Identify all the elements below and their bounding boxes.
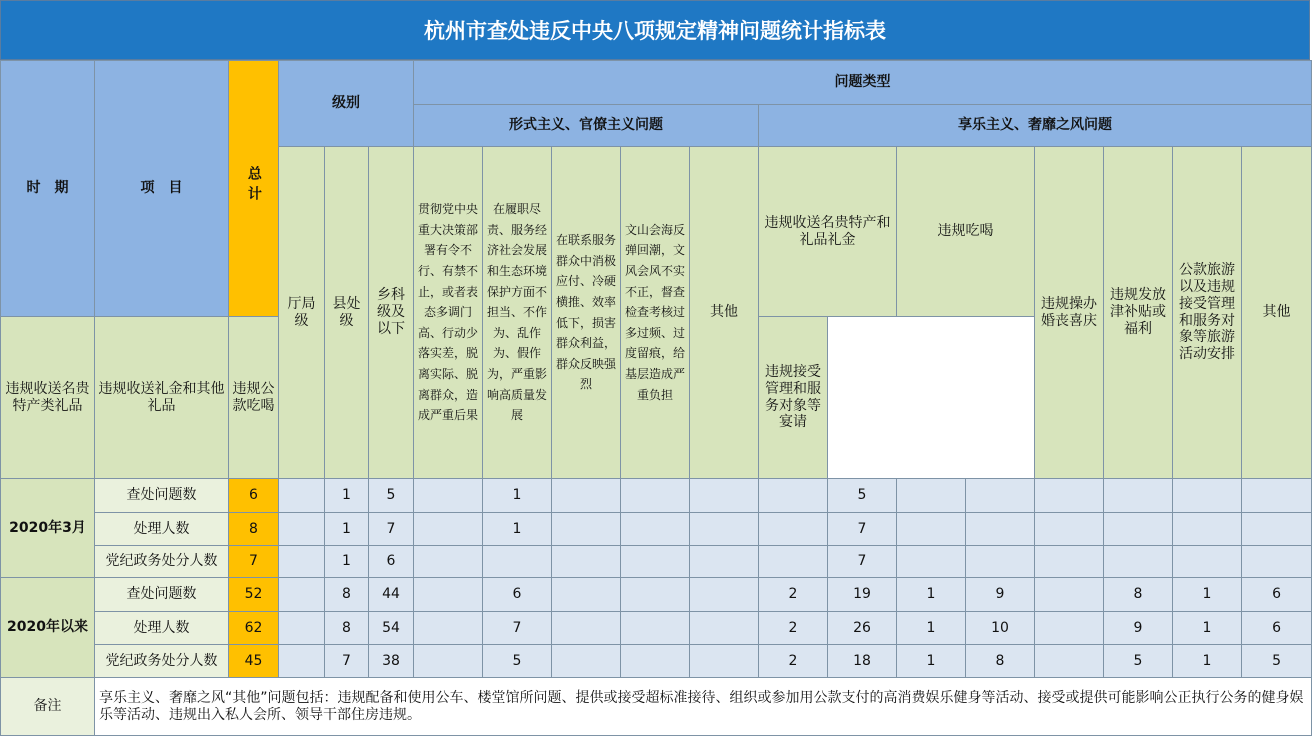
value-cell: 7 — [828, 546, 897, 578]
period-cell: 2020年以来 — [1, 578, 95, 678]
header-period: 时 期 — [1, 61, 95, 317]
value-cell — [966, 479, 1035, 513]
value-cell: 6 — [1242, 578, 1312, 612]
table-title: 杭州市查处违反中央八项规定精神问题统计指标表 — [0, 0, 1310, 60]
total-cell: 7 — [229, 546, 279, 578]
table-row — [1, 546, 1312, 578]
header-formalism-3: 在联系服务群众中消极应付、冷硬横推、效率低下，损害群众利益，群众反映强烈 — [552, 147, 621, 479]
header-formalism-2: 在履职尽责、服务经济社会发展和生态环境保护方面不担当、不作为、乱作为、假作为，严重影响高质量发展 — [483, 147, 552, 479]
value-cell — [414, 513, 483, 546]
header-hedonism-other: 其他 — [1242, 147, 1312, 479]
value-cell — [1242, 513, 1312, 546]
value-cell: 1 — [483, 479, 552, 513]
value-cell: 2 — [759, 645, 828, 678]
value-cell — [690, 645, 759, 678]
value-cell: 1 — [897, 578, 966, 612]
value-cell — [552, 578, 621, 612]
item-cell: 查处问题数 — [95, 479, 229, 513]
value-cell — [552, 479, 621, 513]
value-cell — [1035, 612, 1104, 645]
header-gift-group: 违规收送名贵特产和礼品礼金 — [759, 147, 897, 317]
value-cell — [897, 513, 966, 546]
value-cell — [690, 513, 759, 546]
header-level: 级别 — [279, 61, 414, 147]
header-formalism-1: 贯彻党中央重大决策部署有令不行、有禁不止，或者表态多调门高、行动少落实差，脱离实际、脱离群众，造成严重后果 — [414, 147, 483, 479]
value-cell: 5 — [1104, 645, 1173, 678]
value-cell — [279, 645, 325, 678]
note-label: 备注 — [1, 678, 95, 736]
total-cell: 6 — [229, 479, 279, 513]
header-formalism-group: 形式主义、官僚主义问题 — [414, 105, 759, 147]
value-cell: 6 — [483, 578, 552, 612]
value-cell — [759, 513, 828, 546]
value-cell — [621, 645, 690, 678]
value-cell: 18 — [828, 645, 897, 678]
value-cell — [279, 479, 325, 513]
value-cell — [414, 479, 483, 513]
value-cell — [552, 513, 621, 546]
value-cell: 8 — [966, 645, 1035, 678]
value-cell — [1242, 479, 1312, 513]
value-cell — [621, 612, 690, 645]
value-cell: 1 — [325, 546, 369, 578]
value-cell — [621, 546, 690, 578]
value-cell: 7 — [325, 645, 369, 678]
value-cell: 1 — [1173, 612, 1242, 645]
value-cell — [414, 612, 483, 645]
total-cell: 8 — [229, 513, 279, 546]
value-cell: 2 — [759, 578, 828, 612]
value-cell: 44 — [369, 578, 414, 612]
value-cell: 7 — [483, 612, 552, 645]
value-cell: 9 — [1104, 612, 1173, 645]
table-row — [1, 612, 1312, 645]
header-item: 项 目 — [95, 61, 229, 317]
value-cell — [1035, 645, 1104, 678]
header-dining-group: 违规吃喝 — [897, 147, 1035, 317]
value-cell — [1035, 513, 1104, 546]
item-cell: 处理人数 — [95, 612, 229, 645]
value-cell: 54 — [369, 612, 414, 645]
value-cell — [1035, 578, 1104, 612]
value-cell: 1 — [325, 479, 369, 513]
value-cell — [1104, 513, 1173, 546]
header-gift-specialty: 违规收送名贵特产类礼品 — [1, 317, 95, 479]
value-cell — [483, 546, 552, 578]
value-cell — [759, 546, 828, 578]
total-cell: 52 — [229, 578, 279, 612]
value-cell — [759, 479, 828, 513]
value-cell: 2 — [759, 612, 828, 645]
value-cell — [690, 578, 759, 612]
value-cell: 6 — [1242, 612, 1312, 645]
value-cell: 5 — [483, 645, 552, 678]
header-level-county: 县处级 — [325, 147, 369, 479]
table-row — [1, 645, 1312, 678]
period-cell: 2020年3月 — [1, 479, 95, 578]
value-cell: 9 — [966, 578, 1035, 612]
value-cell — [690, 546, 759, 578]
value-cell — [966, 546, 1035, 578]
value-cell: 38 — [369, 645, 414, 678]
header-weddings-funerals: 违规操办婚丧喜庆 — [1035, 147, 1104, 479]
value-cell — [279, 612, 325, 645]
value-cell — [621, 578, 690, 612]
value-cell — [621, 479, 690, 513]
header-problem-type: 问题类型 — [414, 61, 1312, 105]
total-cell: 45 — [229, 645, 279, 678]
value-cell: 1 — [483, 513, 552, 546]
table-row — [1, 479, 1312, 513]
value-cell — [1104, 546, 1173, 578]
header-gift-cash: 违规收送礼金和其他礼品 — [95, 317, 229, 479]
value-cell — [279, 513, 325, 546]
value-cell: 5 — [369, 479, 414, 513]
value-cell: 8 — [325, 578, 369, 612]
value-cell — [621, 513, 690, 546]
item-cell: 查处问题数 — [95, 578, 229, 612]
header-hedonism-group: 享乐主义、奢靡之风问题 — [759, 105, 1312, 147]
value-cell — [1173, 546, 1242, 578]
value-cell: 7 — [369, 513, 414, 546]
value-cell — [1035, 546, 1104, 578]
header-public-travel: 公款旅游以及违规接受管理和服务对象等旅游活动安排 — [1173, 147, 1242, 479]
value-cell: 26 — [828, 612, 897, 645]
item-cell: 党纪政务处分人数 — [95, 645, 229, 678]
value-cell: 5 — [1242, 645, 1312, 678]
value-cell: 1 — [1173, 645, 1242, 678]
value-cell — [1035, 479, 1104, 513]
header-level-bureau: 厅局级 — [279, 147, 325, 479]
header-level-township: 乡科级及以下 — [369, 147, 414, 479]
value-cell — [897, 479, 966, 513]
value-cell: 7 — [828, 513, 897, 546]
header-total: 总计 — [229, 61, 279, 317]
value-cell: 1 — [897, 612, 966, 645]
header-dining-public: 违规公款吃喝 — [229, 317, 279, 479]
value-cell — [1173, 513, 1242, 546]
value-cell — [1104, 479, 1173, 513]
note-row — [1, 678, 1312, 736]
value-cell: 8 — [325, 612, 369, 645]
value-cell — [552, 645, 621, 678]
value-cell — [552, 612, 621, 645]
value-cell: 1 — [1173, 578, 1242, 612]
total-cell: 62 — [229, 612, 279, 645]
value-cell — [414, 546, 483, 578]
value-cell — [1242, 546, 1312, 578]
item-cell: 处理人数 — [95, 513, 229, 546]
value-cell: 5 — [828, 479, 897, 513]
value-cell — [552, 546, 621, 578]
value-cell: 6 — [369, 546, 414, 578]
value-cell: 1 — [897, 645, 966, 678]
value-cell — [414, 578, 483, 612]
header-allowances: 违规发放津补贴或福利 — [1104, 147, 1173, 479]
table-row — [1, 513, 1312, 546]
header-formalism-other: 其他 — [690, 147, 759, 479]
table-row — [1, 578, 1312, 612]
value-cell: 10 — [966, 612, 1035, 645]
header-formalism-4: 文山会海反弹回潮，文风会风不实不正，督查检查考核过多过频、过度留痕，给基层造成严重负担 — [621, 147, 690, 479]
item-cell: 党纪政务处分人数 — [95, 546, 229, 578]
note-text: 享乐主义、奢靡之风“其他”问题包括：违规配备和使用公车、楼堂馆所问题、提供或接受超标准接待、组织或参加用公款支付的高消费娱乐健身等活动、接受或提供可能影响公正执行公务的健身娱乐等活动、违规出入私人会所、领导干部住房违规。 — [95, 678, 1312, 736]
value-cell — [279, 546, 325, 578]
value-cell — [414, 645, 483, 678]
value-cell — [966, 513, 1035, 546]
value-cell — [279, 578, 325, 612]
value-cell: 8 — [1104, 578, 1173, 612]
header-dining-banquet: 违规接受管理和服务对象等宴请 — [759, 317, 828, 479]
value-cell — [690, 479, 759, 513]
value-cell — [897, 546, 966, 578]
value-cell — [1173, 479, 1242, 513]
statistics-table — [0, 60, 1312, 736]
value-cell: 1 — [325, 513, 369, 546]
value-cell — [690, 612, 759, 645]
value-cell: 19 — [828, 578, 897, 612]
